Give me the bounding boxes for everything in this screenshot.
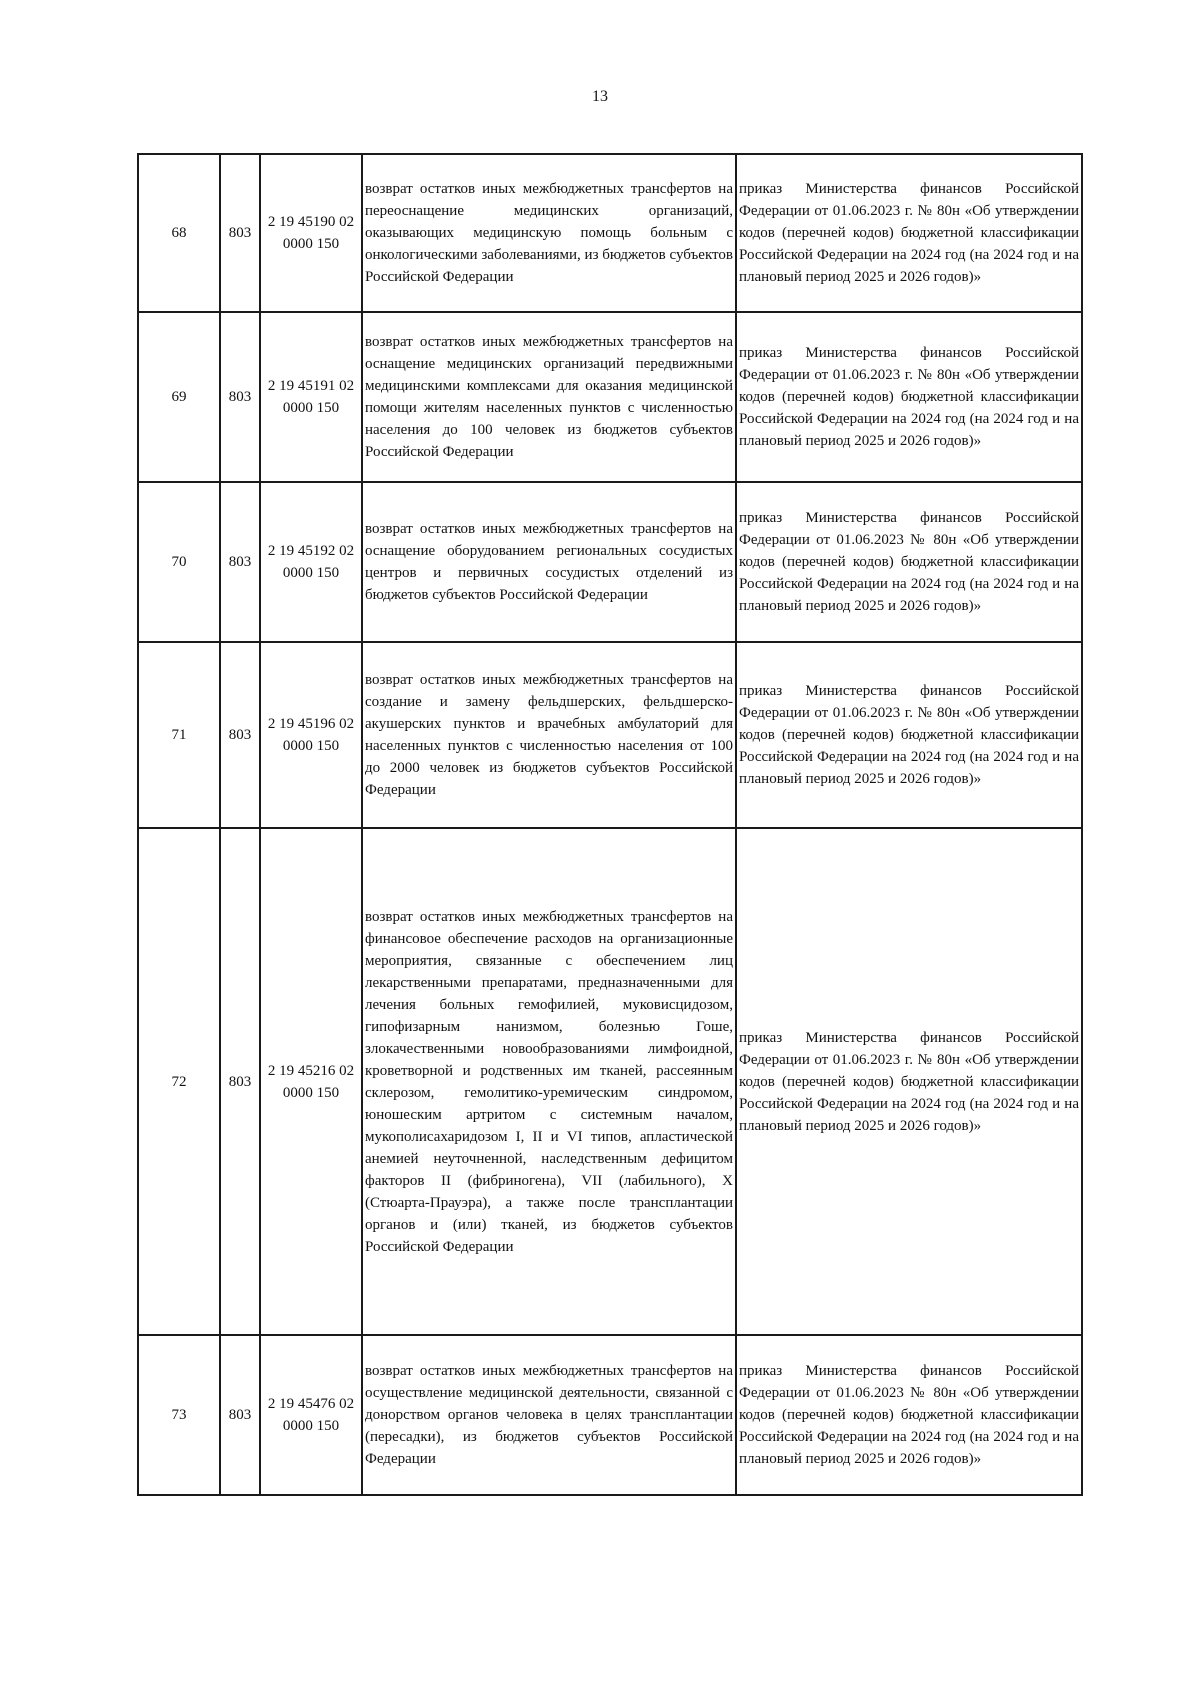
table-row	[138, 312, 1082, 482]
classification-code: 2 19 45476 02 0000 150	[260, 1335, 362, 1495]
income-description: возврат остатков иных межбюджетных трансфертов на оснащение медицинских организаций передвижными медицинскими комплексами для оказания медицинской помощи жителям населенных пунктов с численностью населения до 100 человек из бюджетов субъектов Российской Федерации	[362, 312, 736, 482]
administrator-code: 803	[220, 828, 260, 1335]
classification-code: 2 19 45196 02 0000 150	[260, 642, 362, 828]
row-number: 71	[138, 642, 220, 828]
legal-reference: приказ Министерства финансов Российской Федерации от 01.06.2023 № 80н «Об утверждении кодов (перечней кодов) бюджетной классификации Российской Федерации на 2024 год (на 2024 год и на плановый период 2025 и 2026 годов)»	[736, 482, 1082, 642]
legal-reference: приказ Министерства финансов Российской Федерации от 01.06.2023 г. № 80н «Об утверждении кодов (перечней кодов) бюджетной классификации Российской Федерации на 2024 год (на 2024 год и на плановый период 2025 и 2026 годов)»	[736, 828, 1082, 1335]
table-row	[138, 482, 1082, 642]
administrator-code: 803	[220, 154, 260, 312]
classification-code: 2 19 45216 02 0000 150	[260, 828, 362, 1335]
row-number: 73	[138, 1335, 220, 1495]
administrator-code: 803	[220, 312, 260, 482]
table-row	[138, 642, 1082, 828]
budget-codes-table	[137, 153, 1083, 1496]
legal-reference: приказ Министерства финансов Российской Федерации от 01.06.2023 № 80н «Об утверждении кодов (перечней кодов) бюджетной классификации Российской Федерации на 2024 год (на 2024 год и на плановый период 2025 и 2026 годов)»	[736, 1335, 1082, 1495]
row-number: 68	[138, 154, 220, 312]
table-row	[138, 1335, 1082, 1495]
row-number: 72	[138, 828, 220, 1335]
classification-code: 2 19 45190 02 0000 150	[260, 154, 362, 312]
classification-code: 2 19 45191 02 0000 150	[260, 312, 362, 482]
page-number: 13	[592, 88, 608, 105]
table-row	[138, 828, 1082, 1335]
administrator-code: 803	[220, 482, 260, 642]
income-description: возврат остатков иных межбюджетных трансфертов на создание и замену фельдшерских, фельдшерско-акушерских пунктов и врачебных амбулаторий для населенных пунктов с численностью населения от 100 до 2000 человек из бюджетов субъектов Российской Федерации	[362, 642, 736, 828]
legal-reference: приказ Министерства финансов Российской Федерации от 01.06.2023 г. № 80н «Об утверждении кодов (перечней кодов) бюджетной классификации Российской Федерации на 2024 год (на 2024 год и на плановый период 2025 и 2026 годов)»	[736, 154, 1082, 312]
row-number: 69	[138, 312, 220, 482]
income-description: возврат остатков иных межбюджетных трансфертов на осуществление медицинской деятельности, связанной с донорством органов человека в целях трансплантации (пересадки), из бюджетов субъектов Российской Федерации	[362, 1335, 736, 1495]
legal-reference: приказ Министерства финансов Российской Федерации от 01.06.2023 г. № 80н «Об утверждении кодов (перечней кодов) бюджетной классификации Российской Федерации на 2024 год (на 2024 год и на плановый период 2025 и 2026 годов)»	[736, 642, 1082, 828]
administrator-code: 803	[220, 642, 260, 828]
income-description: возврат остатков иных межбюджетных трансфертов на переоснащение медицинских организаций, оказывающих медицинскую помощь больным с онкологическими заболеваниями, из бюджетов субъектов Российской Федерации	[362, 154, 736, 312]
classification-code: 2 19 45192 02 0000 150	[260, 482, 362, 642]
income-description: возврат остатков иных межбюджетных трансфертов на оснащение оборудованием региональных сосудистых центров и первичных сосудистых отделений из бюджетов субъектов Российской Федерации	[362, 482, 736, 642]
table-row	[138, 154, 1082, 312]
income-description: возврат остатков иных межбюджетных трансфертов на финансовое обеспечение расходов на организационные мероприятия, связанные с обеспечением лиц лекарственными препаратами, предназначенными для лечения больных гемофилией, муковисцидозом, гипофизарным нанизмом, болезнью Гоше, злокачественными новообразованиями лимфоидной, кроветворной и родственных им тканей, рассеянным склерозом, гемолитико-уремическим синдромом, юношеским артритом с системным началом, мукополисахаридозом I, II и VI типов, апластической анемией неуточненной, наследственным дефицитом факторов II (фибриногена), VII (лабильного), X (Стюарта-Прауэра), а также после трансплантации органов и (или) тканей, из бюджетов субъектов Российской Федерации	[362, 828, 736, 1335]
administrator-code: 803	[220, 1335, 260, 1495]
legal-reference: приказ Министерства финансов Российской Федерации от 01.06.2023 г. № 80н «Об утверждении кодов (перечней кодов) бюджетной классификации Российской Федерации на 2024 год (на 2024 год и на плановый период 2025 и 2026 годов)»	[736, 312, 1082, 482]
row-number: 70	[138, 482, 220, 642]
